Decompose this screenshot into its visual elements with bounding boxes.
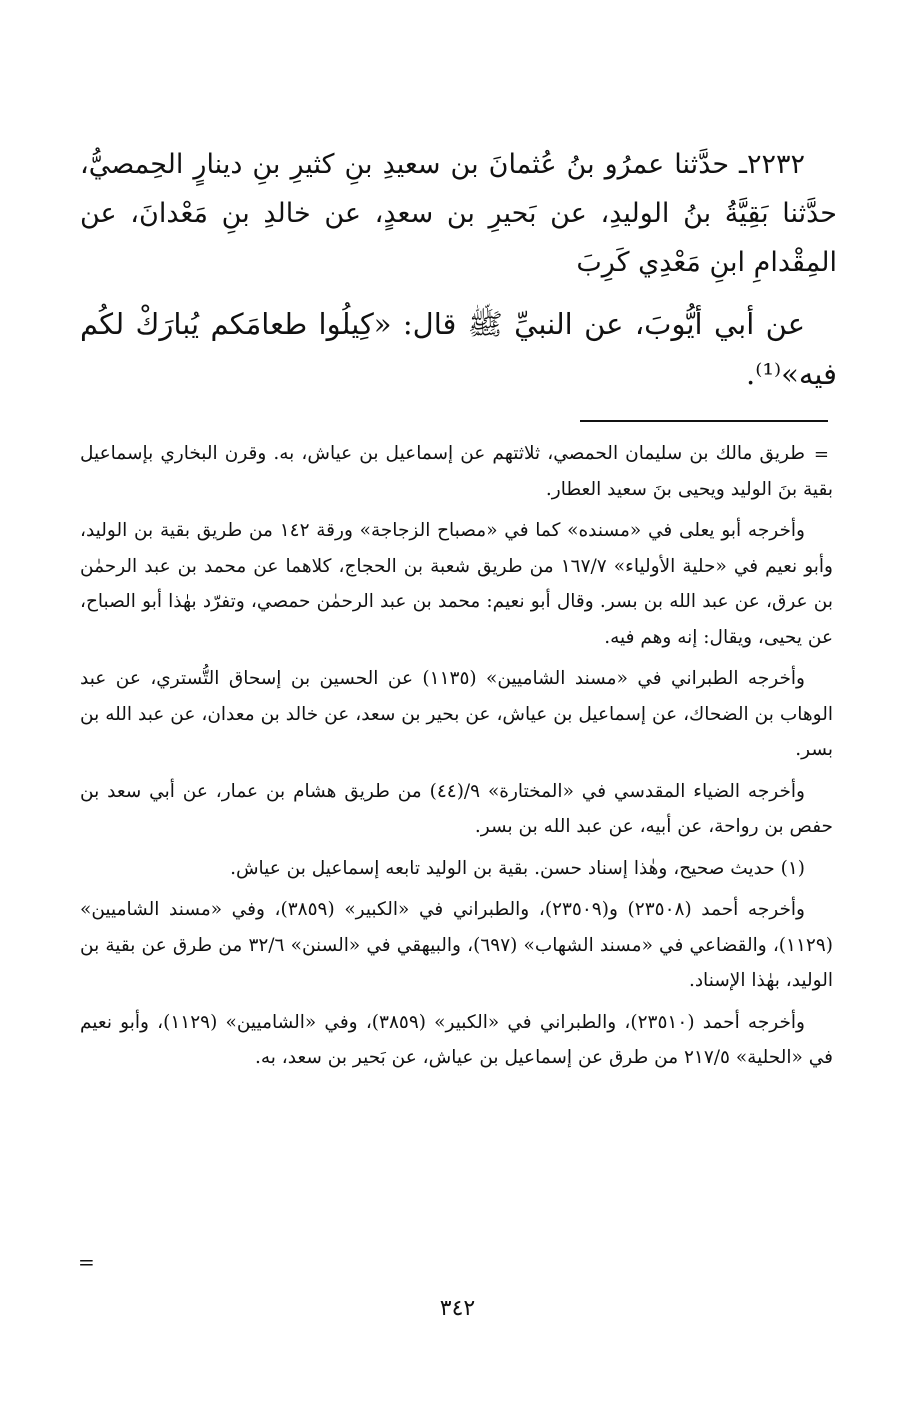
footnote-paragraph: وأخرجه أبو يعلى في «مسنده» كما في «مصباح الزجاجة» ورقة ١٤٢ من طريق بقية بن الوليد، وأبو نعيم في «حلية الأولياء» ١٦٧/٧ من طريق شعبة بن الحجاج، كلاهما عن محمد بن عبد الرحمٰن بن عرق، عن عبد الله بن بسر. وقال أبو نعيم: محمد بن عبد الرحمٰن حمصي، وتفرّد بهٰذا أبو الصباح، عن يحيى، ويقال: إنه وهم فيه.: [80, 520, 833, 648]
footnote-paragraph: طريق مالك بن سليمان الحمصي، ثلاثتهم عن إسماعيل بن عياش، به. وقرن البخاري بإسماعيل بقية بنَ الوليد ويحيى بنَ سعيد العطار.: [80, 443, 833, 500]
footnote-paragraph: وأخرجه أحمد (٢٣٥١٠)، والطبراني في «الكبير» (٣٨٥٩)، وفي «الشاميين» (١١٢٩)، وأبو نعيم في «الحلية» ٢١٧/٥ من طرق عن إسماعيل بن عياش، عن بَحير بن سعد، به.: [80, 1011, 833, 1068]
main-text: [80, 140, 837, 399]
continuation-end-mark: =: [78, 1250, 95, 1274]
footnote-paragraph: (١) حديث صحيح، وهٰذا إسناد حسن. بقية بن الوليد تابعه إسماعيل بن عياش.: [230, 857, 805, 879]
footnote-paragraph: وأخرجه الطبراني في «مسند الشاميين» (١١٣٥) عن الحسين بن إسحاق التُّستري، عن عبد الوهاب بن الضحاك، عن إسماعيل بن عياش، عن بحير بن سعد، عن خالد بن معدان، عن عبد الله بن بسر.: [80, 668, 833, 760]
hadith-text: عن أبي أيُّوبَ، عن النبيِّ ﷺ قال: «كِيلُوا طعامَكم يُبارَكْ لكُم فيه»⁽¹⁾.: [80, 307, 837, 391]
continuation-mark: =: [813, 444, 829, 465]
footnote-divider: [580, 420, 828, 422]
hadith-chain: ٢٢٣٢ـ حدَّثنا عمرُو بنُ عُثمانَ بن سعيدِ بنِ كثيرِ بنِ دينارٍ الحِمصيُّ، حدَّثنا بَقِيَّةُ بنُ الوليدِ، عن بَحيرِ بن سعدٍ، عن خالدِ بنِ مَعْدانَ، عن المِقْدامِ ابنِ مَعْدِي كَرِبَ: [80, 149, 837, 278]
footnotes: [80, 436, 833, 1082]
page-number: ٣٤٢: [439, 1296, 476, 1321]
footnote-paragraph: وأخرجه الضياء المقدسي في «المختارة» ٩/(٤٤) من طريق هشام بن عمار، عن أبي سعد بن حفص بن رواحة، عن أبيه، عن عبد الله بن بسر.: [80, 780, 833, 837]
footnote-paragraph: وأخرجه أحمد (٢٣٥٠٨) و(٢٣٥٠٩)، والطبراني في «الكبير» (٣٨٥٩)، وفي «مسند الشاميين» (١١٢٩)، والقضاعي في «مسند الشهاب» (٦٩٧)، والبيهقي في «السنن» ٣٢/٦ من طرق عن بقية بن الوليد، بهٰذا الإسناد.: [80, 899, 833, 991]
